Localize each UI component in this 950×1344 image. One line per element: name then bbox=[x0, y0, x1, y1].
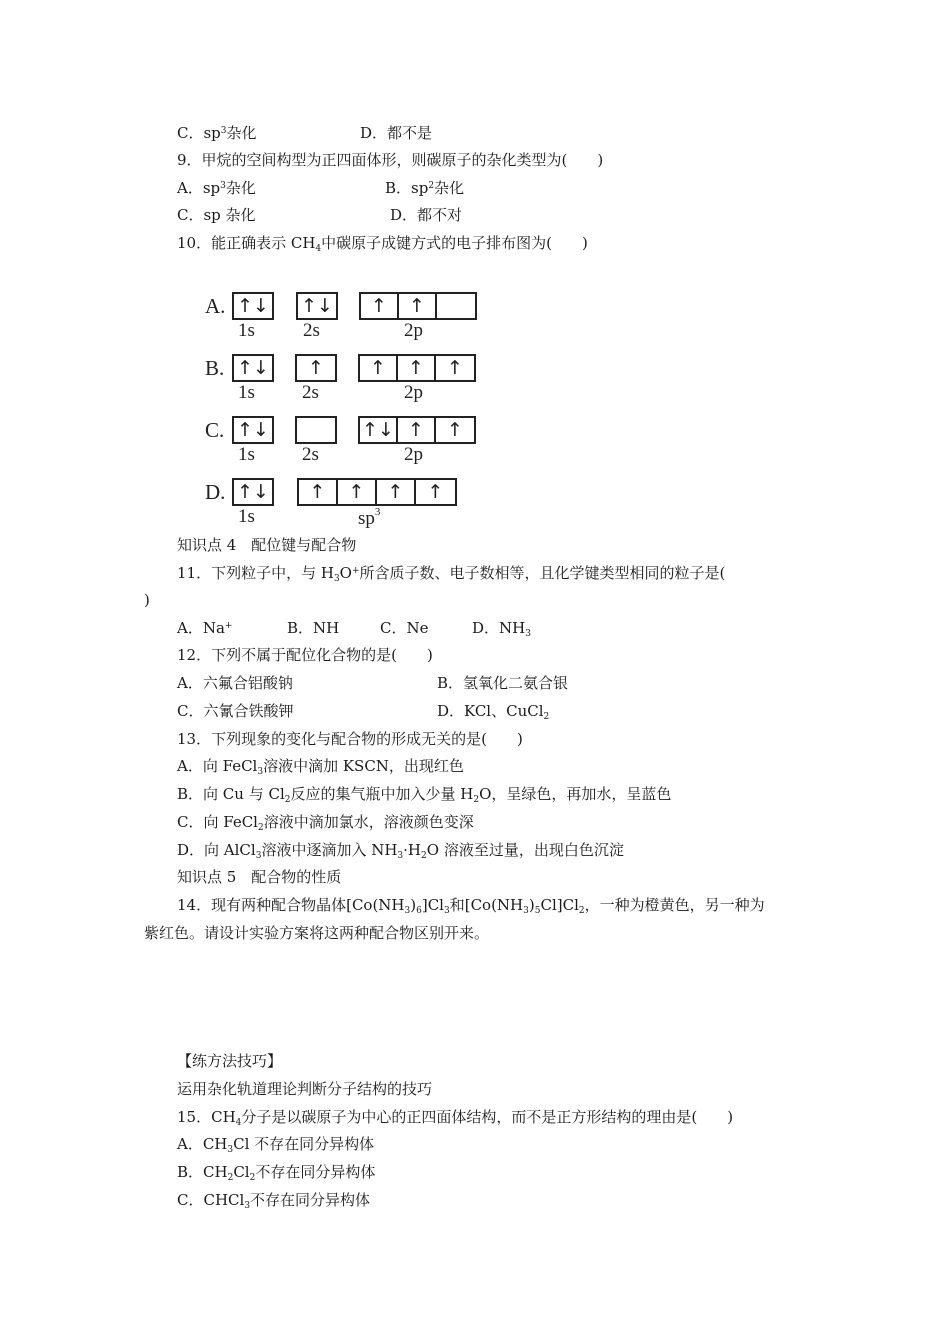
orbital-cell: ↑ bbox=[361, 294, 399, 318]
q13-stem: 13．下列现象的变化与配合物的形成无关的是( ) bbox=[177, 730, 523, 748]
orbital-box-2p-a bbox=[359, 292, 477, 320]
orbital-cell: ↑ bbox=[360, 356, 398, 380]
orbital-box-1s-d bbox=[232, 478, 274, 506]
section-heading: 【练方法技巧】 bbox=[177, 1052, 283, 1070]
orbital-cell: ↑↓ bbox=[237, 481, 269, 503]
orbital-box-2s-a bbox=[296, 292, 338, 320]
q11-stem-continued: ) bbox=[144, 591, 150, 609]
diagram-label-c: C. bbox=[205, 418, 225, 442]
subshell-label: 2p bbox=[404, 444, 423, 465]
orbital-cell: ↑↓ bbox=[237, 357, 269, 379]
q12-option-d: D．KCl、CuCl$_2$ bbox=[437, 702, 550, 722]
subshell-label: 2s bbox=[302, 382, 319, 403]
q15-option-b: B．$CH_2Cl_2$不存在同分异构体 bbox=[177, 1163, 376, 1183]
q12-option-a: A．六氟合铝酸钠 bbox=[177, 674, 293, 692]
q11-option-c: C．Ne bbox=[380, 619, 429, 637]
q11-stem: 11．下列粒子中，与 $H_3O^+$所含质子数、电子数相等，且化学键类型相同的粒子是( bbox=[177, 564, 726, 584]
q14-stem-line-2: 紫红色。请设计实验方案将这两种配合物区别开来。 bbox=[144, 924, 490, 942]
subshell-label: 2p bbox=[404, 382, 423, 403]
orbital-cell: ↑ bbox=[447, 419, 463, 441]
diagram-label-d: D. bbox=[205, 480, 226, 504]
q9-option-b: B．$sp^2$杂化 bbox=[385, 179, 465, 197]
subshell-label: 1s bbox=[238, 382, 255, 403]
q15-option-a: A．$CH_3Cl$ 不存在同分异构体 bbox=[177, 1135, 375, 1155]
orbital-cell: ↑ bbox=[299, 480, 338, 504]
orbital-cell: ↑ bbox=[398, 356, 436, 380]
knowledge-point-4-heading: 知识点 4 配位键与配合物 bbox=[177, 536, 357, 554]
orbital-box-2p-b bbox=[358, 354, 476, 382]
q12-option-b: B．氢氧化二氨合银 bbox=[437, 674, 569, 692]
q13-option-c: C．向 FeCl$_2$溶液中滴加氯水，溶液颜色变深 bbox=[177, 813, 474, 833]
orbital-cell: ↑ bbox=[398, 418, 436, 442]
orbital-cell: ↑ bbox=[377, 480, 416, 504]
q12-stem: 12．下列不属于配位化合物的是( ) bbox=[177, 646, 433, 664]
orbital-cell: ↑ bbox=[338, 480, 377, 504]
section-subheading: 运用杂化轨道理论判断分子结构的技巧 bbox=[177, 1080, 433, 1098]
diagram-label-b: B. bbox=[205, 356, 225, 380]
orbital-cell bbox=[297, 418, 335, 442]
q13-option-b: B．向 Cu 与 $Cl_2$反应的集气瓶中加入少量 $H_2O$，呈绿色，再加水，呈蓝色 bbox=[177, 785, 672, 805]
q11-option-a: A．Na+ bbox=[177, 619, 233, 637]
subshell-label: 2s bbox=[303, 320, 320, 341]
orbital-box-2p-c bbox=[358, 416, 476, 444]
orbital-box-2s-b bbox=[295, 354, 337, 382]
q11-option-d: D．$NH_3$ bbox=[472, 619, 531, 639]
orbital-cell: ↑↓ bbox=[301, 295, 333, 317]
subshell-label-sp3: $sp^3$ bbox=[358, 506, 381, 529]
orbital-box-sp3-d bbox=[297, 478, 457, 506]
q8-option-c: C．$sp^3$杂化 bbox=[177, 124, 257, 142]
subshell-label: 1s bbox=[238, 444, 255, 465]
orbital-cell: ↑ bbox=[399, 294, 437, 318]
q15-stem: 15．$CH_4$分子是以碳原子为中心的正四面体结构，而不是正方形结构的理由是( ) bbox=[177, 1108, 734, 1128]
orbital-cell: ↑↓ bbox=[237, 295, 269, 317]
q9-option-c: C．sp 杂化 bbox=[177, 206, 256, 224]
q11-option-b: B．NH bbox=[287, 619, 340, 637]
knowledge-point-5-heading: 知识点 5 配合物的性质 bbox=[177, 868, 342, 886]
q9-stem: 9．甲烷的空间构型为正四面体形，则碳原子的杂化类型为( ) bbox=[177, 151, 604, 169]
orbital-cell: ↑ bbox=[308, 357, 324, 379]
q14-stem-line-1: 14．现有两种配合物晶体$[Co(NH_3)_6]Cl_3$和$[Co(NH_3)_5Cl]Cl_2$，一种为橙黄色，另一种为 bbox=[177, 896, 765, 916]
q15-option-c: C．CHCl$_3$不存在同分异构体 bbox=[177, 1191, 371, 1211]
q12-option-c: C．六氰合铁酸钾 bbox=[177, 702, 294, 720]
orbital-box-2s-c bbox=[295, 416, 337, 444]
orbital-cell bbox=[437, 294, 475, 318]
subshell-label: 1s bbox=[238, 506, 255, 527]
orbital-cell: ↑ bbox=[447, 357, 463, 379]
orbital-box-1s-b bbox=[232, 354, 274, 382]
q8-option-d: D．都不是 bbox=[360, 124, 433, 142]
diagram-label-a: A. bbox=[205, 294, 226, 318]
orbital-box-1s-c bbox=[232, 416, 274, 444]
q9-option-d: D．都不对 bbox=[390, 206, 463, 224]
subshell-label: 1s bbox=[238, 320, 255, 341]
orbital-cell: ↑↓ bbox=[360, 418, 398, 442]
q9-option-a: A．$sp^3$杂化 bbox=[177, 179, 256, 197]
subshell-label: 2s bbox=[302, 444, 319, 465]
q10-stem: 10．能正确表示 $CH_4$中碳原子成键方式的电子排布图为( ) bbox=[177, 234, 588, 254]
orbital-box-1s-a bbox=[232, 292, 274, 320]
q13-option-a: A．向 FeCl$_3$溶液中滴加 KSCN，出现红色 bbox=[177, 757, 464, 777]
orbital-cell: ↑ bbox=[427, 481, 444, 503]
orbital-cell: ↑↓ bbox=[237, 419, 269, 441]
q13-option-d: D．向 AlCl$_3$溶液中逐滴加入 $NH_3\cdot H_2O$ 溶液至过量，出现白色沉淀 bbox=[177, 841, 624, 861]
subshell-label: 2p bbox=[404, 320, 423, 341]
